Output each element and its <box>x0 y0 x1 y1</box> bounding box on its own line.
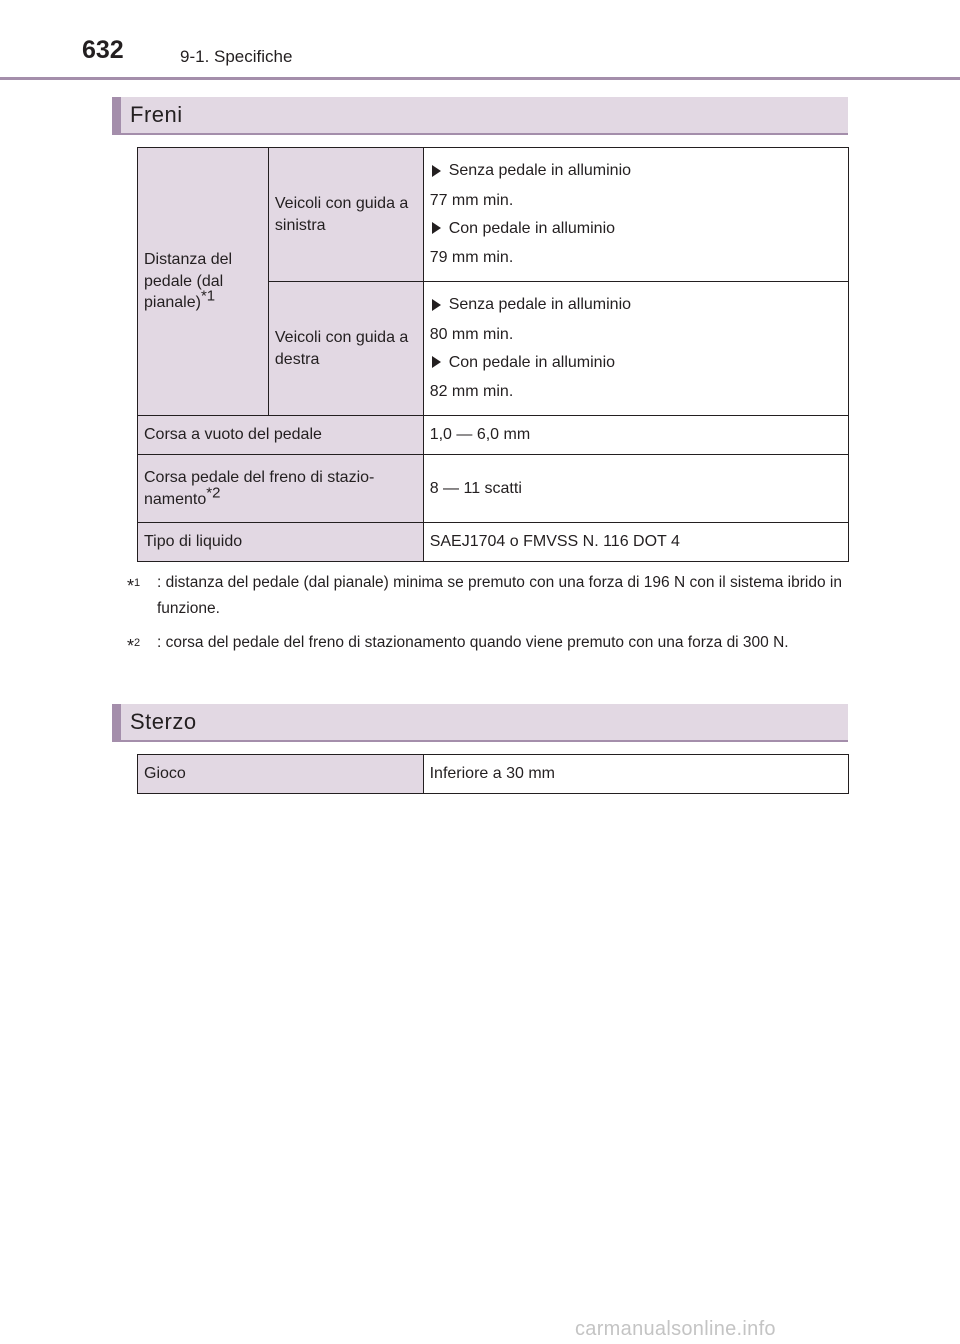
list-item <box>430 218 842 269</box>
bullet-text: Con pedale in alluminio <box>448 353 616 371</box>
parking-travel-label: Corsa pedale del freno di stazio-namento <box>144 468 375 508</box>
min-value: 80 mm min. <box>429 325 514 343</box>
section-title-steering: Sterzo <box>130 709 197 734</box>
free-play-label: Corsa a vuoto del pedale <box>138 416 424 455</box>
min-value: 77 mm min. <box>429 191 514 209</box>
footnote-text: : distanza del pedale (dal pianale) minima se premuto con una forza di 196 N con il sistema ibrido in funzione. <box>157 574 842 617</box>
table-row <box>138 416 849 455</box>
list-item <box>430 160 842 211</box>
pedal-height-label-cell <box>138 148 269 416</box>
header-rule <box>0 77 960 80</box>
lhd-label: Veicoli con guida a sinistra <box>274 194 409 234</box>
section-heading-steering <box>112 704 848 742</box>
triangle-bullet-icon <box>432 222 441 234</box>
footnote-2 <box>127 630 849 661</box>
list-item <box>430 294 842 345</box>
footnote-text: : corsa del pedale del freno di stazionamento quando viene premuto con una forza di 300 N. <box>157 634 789 651</box>
lhd-value-cell <box>423 148 848 282</box>
footnote-marker: *$^2$ <box>127 636 141 657</box>
bullet-text: Con pedale in alluminio <box>448 219 616 237</box>
heading-accent-bar <box>112 97 121 133</box>
lhd-label-cell <box>268 148 423 282</box>
note-ref-2: *2 <box>206 484 221 502</box>
parking-travel-label-cell <box>138 455 424 523</box>
min-value: 82 mm min. <box>429 383 514 401</box>
pedal-height-label: Distanza del pedale (dal pianale) <box>144 251 233 312</box>
rhd-value-cell <box>423 282 848 416</box>
section-heading-brakes <box>112 97 848 135</box>
page-number: 632 <box>82 36 124 64</box>
page-header <box>0 0 960 80</box>
note-ref-1: *1 <box>200 287 216 305</box>
footnotes <box>127 570 849 669</box>
table-row <box>138 148 849 282</box>
watermark-text: carmanualsonline.info <box>575 1318 776 1340</box>
fluid-type-label: Tipo di liquido <box>138 523 424 562</box>
parking-travel-value: 8 — 11 scatti <box>423 455 848 523</box>
steering-play-value: Inferiore a 30 mm <box>423 755 848 794</box>
list-item <box>430 352 842 403</box>
table-row <box>138 523 849 562</box>
footnote-1 <box>127 570 849 622</box>
bullet-text: Senza pedale in alluminio <box>448 162 632 180</box>
table-row <box>138 455 849 523</box>
min-value: 79 mm min. <box>429 249 514 267</box>
rhd-label-cell <box>268 282 423 416</box>
section-title-brakes: Freni <box>130 102 183 127</box>
fluid-type-value: SAEJ1704 o FMVSS N. 116 DOT 4 <box>423 523 848 562</box>
table-row <box>138 755 849 794</box>
triangle-bullet-icon <box>432 299 441 311</box>
rhd-label: Veicoli con guida a destra <box>274 328 409 368</box>
triangle-bullet-icon <box>432 356 441 368</box>
bullet-text: Senza pedale in alluminio <box>448 296 632 314</box>
section-label: 9-1. Specifiche <box>180 47 293 66</box>
heading-accent-bar <box>112 704 121 740</box>
brakes-spec-table <box>137 147 849 562</box>
steering-play-label: Gioco <box>138 755 424 794</box>
triangle-bullet-icon <box>432 165 441 177</box>
footnote-marker: *$^1$ <box>127 576 141 597</box>
steering-spec-table <box>137 754 849 794</box>
free-play-value: 1,0 — 6,0 mm <box>423 416 848 455</box>
